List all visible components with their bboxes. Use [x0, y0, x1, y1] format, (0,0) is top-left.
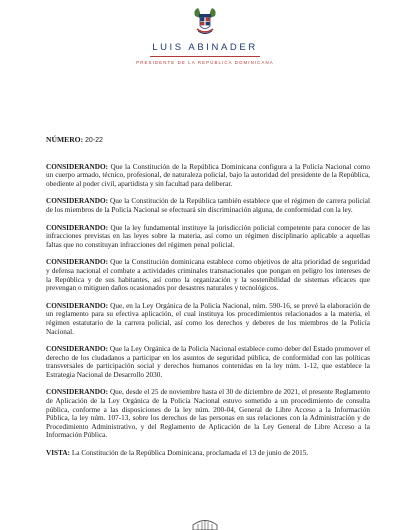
paragraph	[46, 302, 370, 336]
document-body	[46, 136, 370, 467]
coat-of-arms-icon	[192, 6, 218, 36]
paragraph-label: VISTA:	[46, 449, 71, 458]
decree-number	[46, 136, 370, 146]
president-name: LUIS ABINADER	[152, 42, 258, 53]
president-title: PRESIDENTE DE LA REPÚBLICA DOMINICANA	[136, 60, 274, 65]
decree-number-label: NÚMERO:	[46, 135, 84, 144]
paragraph	[46, 449, 370, 458]
paragraph	[46, 258, 370, 292]
paragraph-label: CONSIDERANDO:	[46, 388, 109, 397]
paragraph-text: Que la Constitución de la República Dominicana configura a la Policía Nacional como un cuerpo armado, técnico, profesional, de naturaleza policial, bajo la autoridad del presidente de la República, obediente al poder civil, apartidista y sin facultad para deliberar.	[46, 162, 370, 188]
paragraph-label: CONSIDERANDO:	[46, 345, 109, 354]
paragraph-label: CONSIDERANDO:	[46, 162, 109, 171]
letterhead	[0, 6, 410, 65]
paragraph-text: Que la Constitución dominicana establece como objetivos de alta prioridad de seguridad y defensa nacional el combate a actividades criminales transnacionales que pongan en peligro los intereses de la República y de sus habitantes, así como la organización y la sostenibilidad de sistemas eficaces que prevengan o mitiguen daños ocasionados por desastres naturales y tecnológicos.	[46, 258, 370, 293]
paragraph-text: Que, desde el 25 de noviembre hasta el 30 de diciembre de 2021, el presente Reglamento de Aplicación de la Ley Orgánica de la Policía Nacional estuvo sometido a un procedimiento de consulta pública, conforme a las disposiciones de la ley núm. 200-04, General de Libre Acceso a la Información Pública, la ley núm. 107-13, sobre los derechos de las personas en sus relaciones con la Administración y de Procedimiento Administrativo, y del Reglamento de Aplicación de la Ley General de Libre Acceso a la Información Pública.	[46, 388, 370, 440]
paragraph-text: Que, en la Ley Orgánica de la Policía Nacional, núm. 590-16, se prevé la elaboración de un reglamento para su efectiva aplicación, el cual instituya los procedimientos relacionados a la materia, el régimen estatutario de la carrera policial, así como los derechos y deberes de los miembros de la Policía Nacional.	[46, 301, 370, 336]
decree-number-value: 20-22	[85, 137, 103, 144]
paragraph	[46, 163, 370, 189]
paragraph-label: CONSIDERANDO:	[46, 301, 109, 310]
paragraph	[46, 345, 370, 379]
paragraph	[46, 197, 370, 214]
paragraph	[46, 388, 370, 440]
paragraph-label: CONSIDERANDO:	[46, 258, 109, 267]
paragraph-text: Que la Ley Orgánica de la Policía Nacional establece como deber del Estado promover el derecho de los ciudadanos a participar en los asuntos de seguridad pública, de conformidad con las políticas transversales de participación social y derechos humanos contenidas en la ley núm. 1-12, que establece la Estrategia Nacional de Desarrollo 2030.	[46, 345, 370, 379]
paragraph-label: CONSIDERANDO:	[46, 197, 109, 206]
paragraph-label: CONSIDERANDO:	[46, 223, 109, 232]
paragraph	[46, 224, 370, 250]
header-divider	[150, 56, 260, 57]
paragraph-text: Que la Constitución de la República también establece que el régimen de carrera policial de los miembros de la Policía Nacional se efectuará sin discriminación alguna, de conformidad con la ley.	[46, 197, 370, 214]
paragraph-text: La Constitución de la República Dominicana, proclamada el 13 de junio de 2015.	[70, 449, 309, 458]
paragraph-text: Que la ley fundamental instituye la jurisdicción policial competente para conocer de las infracciones previstas en las leyes sobre la materia, así como un régimen disciplinario aplicable a aquellas faltas que no constituyan infracciones del régimen penal policial.	[46, 223, 370, 249]
building-seal-icon	[189, 517, 221, 530]
